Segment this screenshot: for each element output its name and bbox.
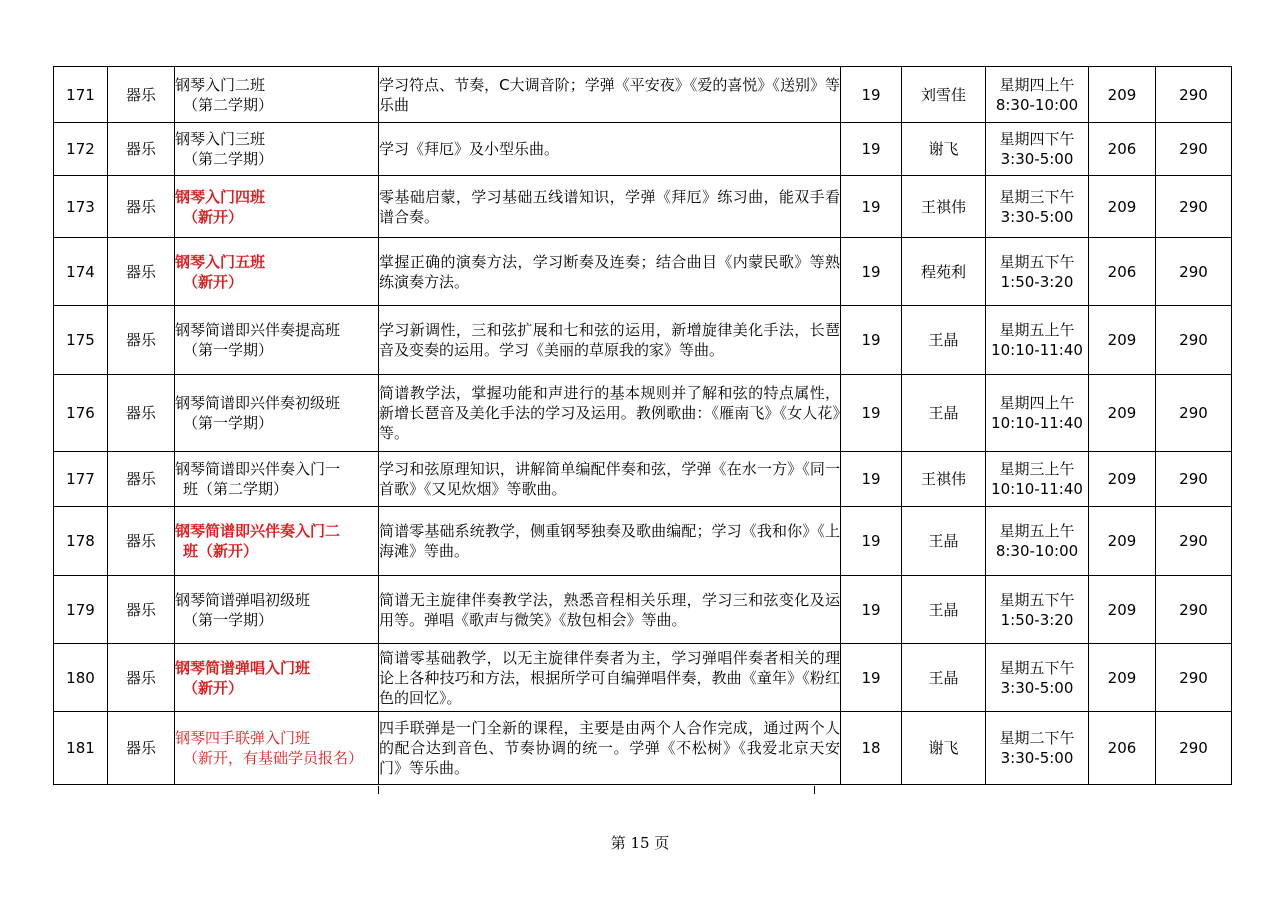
course-name	[175, 644, 379, 712]
table-row	[54, 306, 1232, 375]
class-day: 星期二下午	[999, 729, 1075, 747]
class-time	[986, 176, 1089, 238]
course-number: 173	[54, 176, 108, 238]
course-name	[175, 452, 379, 507]
course-name-line1: 钢琴简谱即兴伴奏入门一	[175, 460, 341, 478]
course-fee: 290	[1156, 644, 1232, 712]
room-number: 209	[1089, 576, 1156, 644]
teacher-name: 王祺伟	[902, 176, 986, 238]
room-number: 209	[1089, 67, 1156, 123]
course-name	[175, 123, 379, 176]
table-row	[54, 238, 1232, 306]
course-name-line2: （第二学期）	[183, 150, 274, 168]
page-mark	[378, 786, 379, 794]
course-fee: 290	[1156, 375, 1232, 452]
course-fee: 290	[1156, 712, 1232, 785]
room-number: 209	[1089, 644, 1156, 712]
course-description: 简谱零基础教学，以无主旋律伴奏者为主，学习弹唱伴奏者相关的理论上各种技巧和方法，根据所学可自编弹唱伴奏，教曲《童年》《粉红色的回忆》。	[379, 644, 841, 712]
course-name-line2: （新开）	[183, 678, 244, 697]
course-number: 172	[54, 123, 108, 176]
course-number: 176	[54, 375, 108, 452]
room-number: 206	[1089, 712, 1156, 785]
course-category: 器乐	[108, 576, 175, 644]
room-number: 209	[1089, 452, 1156, 507]
course-category: 器乐	[108, 452, 175, 507]
course-fee: 290	[1156, 507, 1232, 576]
course-number: 178	[54, 507, 108, 576]
course-name-line2: （第二学期）	[183, 95, 274, 114]
teacher-name: 王晶	[902, 306, 986, 375]
teacher-name: 王晶	[902, 576, 986, 644]
class-time	[986, 123, 1089, 176]
table-row	[54, 452, 1232, 507]
course-fee: 290	[1156, 67, 1232, 123]
session-count: 19	[841, 238, 902, 306]
course-number: 177	[54, 452, 108, 507]
course-number: 171	[54, 67, 108, 123]
class-day: 星期五下午	[999, 658, 1075, 677]
class-hours: 3:30-5:00	[1000, 207, 1074, 226]
class-hours: 10:10-11:40	[991, 414, 1083, 432]
class-day: 星期五下午	[999, 252, 1075, 271]
session-count: 19	[841, 452, 902, 507]
course-number: 175	[54, 306, 108, 375]
course-description: 零基础启蒙，学习基础五线谱知识，学弹《拜厄》练习曲，能双手看谱合奏。	[379, 176, 841, 238]
course-category: 器乐	[108, 176, 175, 238]
class-day: 星期五上午	[999, 522, 1075, 540]
course-fee: 290	[1156, 176, 1232, 238]
course-category: 器乐	[108, 67, 175, 123]
course-name-line1: 钢琴入门四班	[175, 187, 266, 206]
table-row	[54, 712, 1232, 785]
teacher-name: 王祺伟	[902, 452, 986, 507]
course-number: 181	[54, 712, 108, 785]
session-count: 19	[841, 507, 902, 576]
room-number: 209	[1089, 306, 1156, 375]
course-name-line2: 班（新开）	[183, 542, 259, 560]
teacher-name: 王晶	[902, 644, 986, 712]
session-count: 19	[841, 176, 902, 238]
course-name	[175, 712, 379, 785]
class-day: 星期四下午	[999, 130, 1075, 148]
course-description: 学习和弦原理知识，讲解简单编配伴奏和弦，学弹《在水一方》《同一首歌》《又见炊烟》等歌曲。	[379, 452, 841, 507]
course-schedule-table	[53, 66, 1232, 785]
table-row	[54, 176, 1232, 238]
teacher-name: 刘雪佳	[902, 67, 986, 123]
course-name-line2: 班（第二学期）	[183, 480, 289, 498]
class-hours: 3:30-5:00	[1000, 749, 1074, 767]
class-time	[986, 452, 1089, 507]
class-day: 星期五下午	[999, 590, 1075, 609]
course-name-line1: 钢琴简谱弹唱入门班	[175, 658, 311, 677]
course-number: 179	[54, 576, 108, 644]
course-name-line1: 钢琴简谱弹唱初级班	[175, 590, 311, 609]
session-count: 19	[841, 375, 902, 452]
session-count: 19	[841, 123, 902, 176]
course-fee: 290	[1156, 452, 1232, 507]
course-name-line2: （新开，有基础学员报名）	[183, 749, 364, 767]
session-count: 19	[841, 644, 902, 712]
course-description: 学习符点、节奏，C大调音阶；学弹《平安夜》《爱的喜悦》《送别》等乐曲	[379, 67, 841, 123]
course-name-line2: （第一学期）	[183, 341, 274, 359]
class-hours: 10:10-11:40	[991, 341, 1083, 359]
course-category: 器乐	[108, 507, 175, 576]
table-row	[54, 507, 1232, 576]
room-number: 206	[1089, 238, 1156, 306]
session-count: 19	[841, 576, 902, 644]
teacher-name: 王晶	[902, 375, 986, 452]
page-number: 第 15 页	[610, 834, 670, 852]
course-category: 器乐	[108, 123, 175, 176]
course-name	[175, 507, 379, 576]
session-count: 19	[841, 306, 902, 375]
class-hours: 8:30-10:00	[995, 95, 1079, 114]
session-count: 19	[841, 67, 902, 123]
course-name	[175, 375, 379, 452]
teacher-name: 谢飞	[902, 712, 986, 785]
class-hours: 1:50-3:20	[1000, 272, 1074, 291]
table-row	[54, 67, 1232, 123]
room-number: 209	[1089, 176, 1156, 238]
class-day: 星期五上午	[999, 321, 1075, 339]
course-fee: 290	[1156, 123, 1232, 176]
table-row	[54, 644, 1232, 712]
course-description: 简谱零基础系统教学，侧重钢琴独奏及歌曲编配；学习《我和你》《上海滩》等曲。	[379, 507, 841, 576]
table-row	[54, 123, 1232, 176]
class-time	[986, 238, 1089, 306]
course-name-line1: 钢琴简谱即兴伴奏入门二	[175, 522, 341, 540]
course-name-line1: 钢琴入门三班	[175, 130, 266, 148]
course-name	[175, 576, 379, 644]
course-name-line2: （新开）	[183, 272, 244, 291]
course-name-line1: 钢琴简谱即兴伴奏提高班	[175, 321, 341, 339]
course-category: 器乐	[108, 644, 175, 712]
course-category: 器乐	[108, 712, 175, 785]
class-hours: 10:10-11:40	[991, 480, 1083, 498]
class-time	[986, 644, 1089, 712]
course-number: 180	[54, 644, 108, 712]
class-time	[986, 576, 1089, 644]
course-name-line2: （第一学期）	[183, 414, 274, 432]
class-hours: 3:30-5:00	[1000, 150, 1074, 168]
course-fee: 290	[1156, 306, 1232, 375]
teacher-name: 王晶	[902, 507, 986, 576]
class-hours: 8:30-10:00	[995, 542, 1079, 560]
course-description: 学习新调性，三和弦扩展和七和弦的运用，新增旋律美化手法，长琶音及变奏的运用。学习《美丽的草原我的家》等曲。	[379, 306, 841, 375]
class-time	[986, 507, 1089, 576]
course-name	[175, 176, 379, 238]
table-row	[54, 375, 1232, 452]
class-time	[986, 712, 1089, 785]
session-count: 18	[841, 712, 902, 785]
class-day: 星期四上午	[999, 394, 1075, 412]
teacher-name: 谢飞	[902, 123, 986, 176]
table-row	[54, 576, 1232, 644]
course-description: 学习《拜厄》及小型乐曲。	[379, 123, 841, 176]
course-name-line1: 钢琴入门二班	[175, 75, 266, 94]
course-name-line2: （新开）	[183, 207, 244, 226]
course-description: 简谱无主旋律伴奏教学法，熟悉音程相关乐理，学习三和弦变化及运用等。弹唱《歌声与微笑》《敖包相会》等曲。	[379, 576, 841, 644]
course-category: 器乐	[108, 375, 175, 452]
room-number: 209	[1089, 375, 1156, 452]
class-day: 星期四上午	[999, 75, 1075, 94]
class-time	[986, 306, 1089, 375]
teacher-name: 程苑利	[902, 238, 986, 306]
class-hours: 3:30-5:00	[1000, 678, 1074, 697]
course-description: 简谱教学法，掌握功能和声进行的基本规则并了解和弦的特点属性，新增长琶音及美化手法的学习及运用。教例歌曲：《雁南飞》《女人花》等。	[379, 375, 841, 452]
class-day: 星期三下午	[999, 187, 1075, 206]
course-fee: 290	[1156, 238, 1232, 306]
course-name-line1: 钢琴简谱即兴伴奏初级班	[175, 394, 341, 412]
course-name	[175, 306, 379, 375]
course-name-line1: 钢琴四手联弹入门班	[175, 729, 311, 747]
course-category: 器乐	[108, 238, 175, 306]
room-number: 206	[1089, 123, 1156, 176]
course-name	[175, 238, 379, 306]
course-category: 器乐	[108, 306, 175, 375]
class-hours: 1:50-3:20	[1000, 610, 1074, 629]
class-time	[986, 375, 1089, 452]
course-name-line2: （第一学期）	[183, 610, 274, 629]
course-description: 掌握正确的演奏方法，学习断奏及连奏；结合曲目《内蒙民歌》等熟练演奏方法。	[379, 238, 841, 306]
course-name-line1: 钢琴入门五班	[175, 252, 266, 271]
class-day: 星期三上午	[999, 460, 1075, 478]
course-name	[175, 67, 379, 123]
page-mark	[814, 786, 815, 794]
course-description: 四手联弹是一门全新的课程，主要是由两个人合作完成，通过两个人的配合达到音色、节奏协调的统一。学弹《不松树》《我爱北京天安门》等乐曲。	[379, 712, 841, 785]
room-number: 209	[1089, 507, 1156, 576]
class-time	[986, 67, 1089, 123]
course-fee: 290	[1156, 576, 1232, 644]
course-number: 174	[54, 238, 108, 306]
